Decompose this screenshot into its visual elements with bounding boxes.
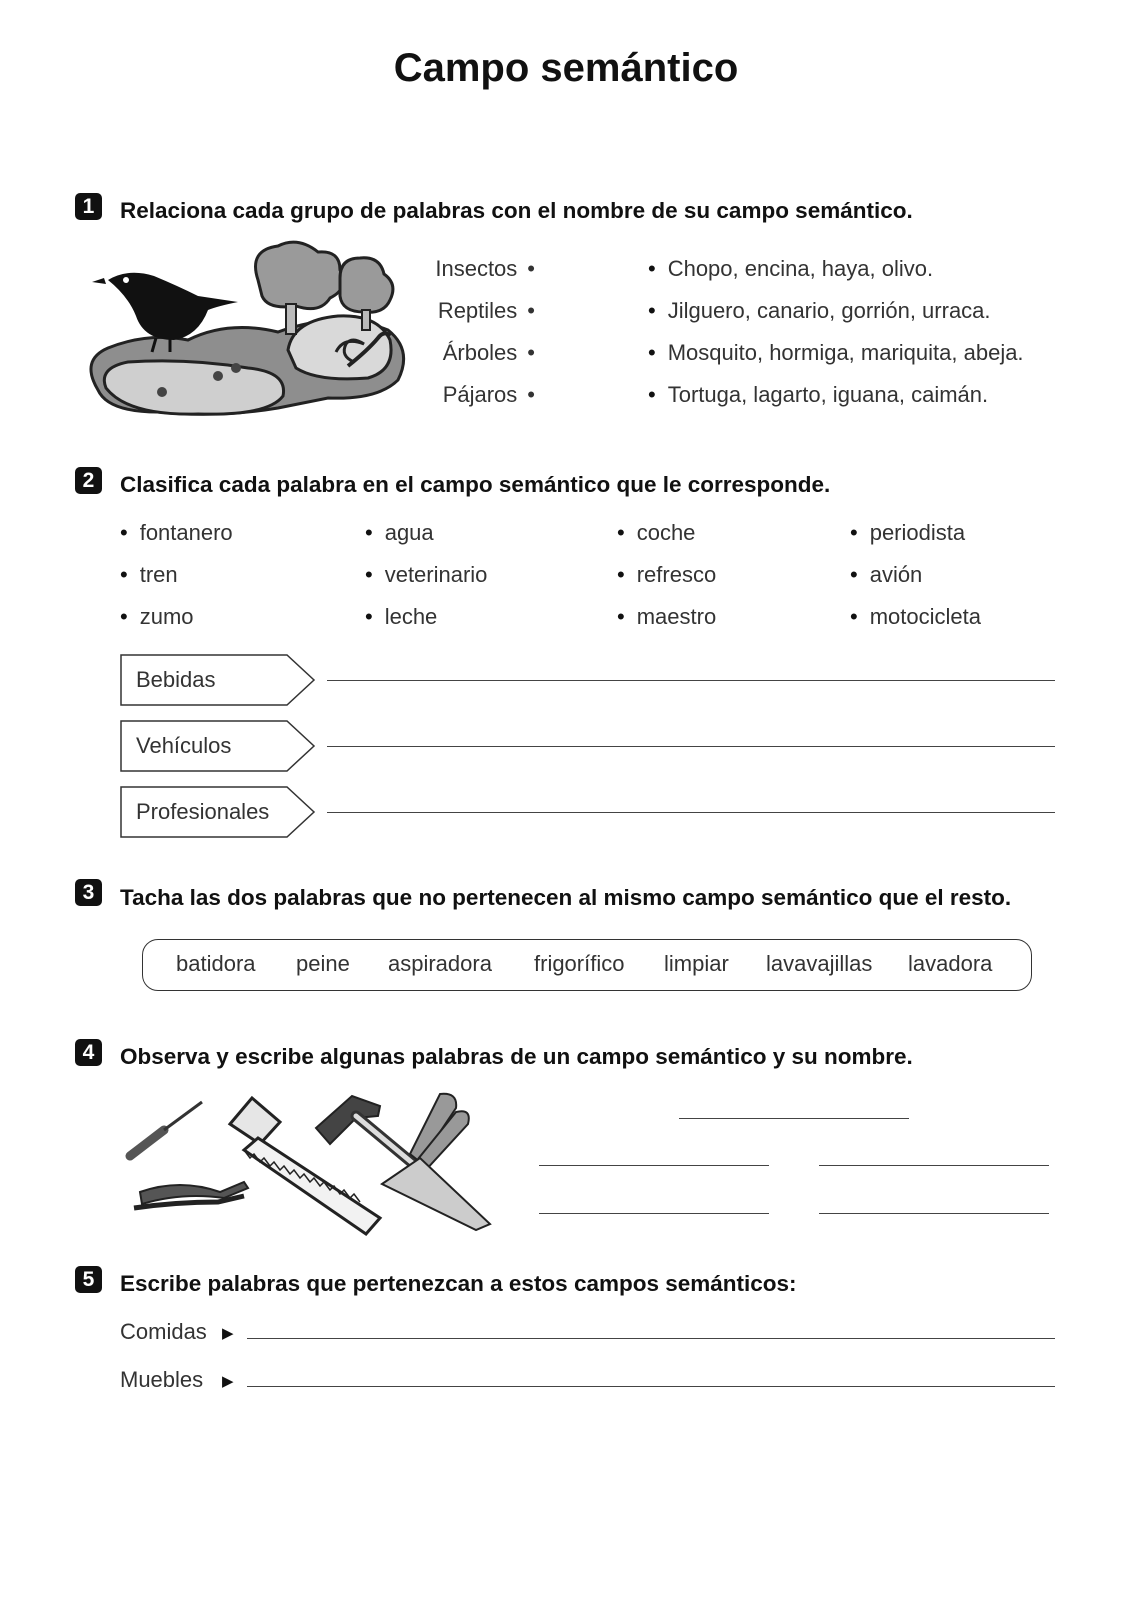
word-item: • tren <box>120 562 178 588</box>
word-item: • leche <box>365 604 437 630</box>
exercise-1-number: 1 <box>75 193 102 220</box>
field-label-comidas: Comidas <box>120 1319 207 1344</box>
exercise-5-number: 5 <box>75 1266 102 1293</box>
category-tag-profesionales: Profesionales <box>120 786 316 838</box>
answer-line-muebles[interactable] <box>247 1386 1055 1387</box>
category-label: Reptiles • <box>437 298 535 323</box>
word-option[interactable]: batidora <box>176 951 256 976</box>
word-item: • motocicleta <box>850 604 981 630</box>
word-item: • fontanero <box>120 520 233 546</box>
word-item: • refresco <box>617 562 716 588</box>
arrow-right-icon: ▶ <box>222 1325 234 1342</box>
exercise-1-instruction: Relaciona cada grupo de palabras con el nombre de su campo semántico. <box>120 198 913 223</box>
exercise-3-instruction: Tacha las dos palabras que no pertenecen al mismo campo semántico que el resto. <box>120 885 1012 910</box>
word-item: • coche <box>617 520 695 546</box>
category-tag-bebidas: Bebidas <box>120 654 316 706</box>
answer-line-profesionales[interactable] <box>327 812 1055 813</box>
word-option[interactable]: aspiradora <box>388 951 492 976</box>
word-group: • Mosquito, hormiga, mariquita, abeja. <box>648 340 1024 366</box>
category-label: Árboles • <box>442 340 535 365</box>
page-title: Campo semántico <box>393 46 739 90</box>
category-tag-vehiculos: Vehículos <box>120 720 316 772</box>
word-item: • periodista <box>850 520 965 546</box>
category-label: Insectos • <box>435 256 535 281</box>
word-item: • avión <box>850 562 922 588</box>
answer-line-word[interactable] <box>819 1213 1049 1214</box>
answer-line-field-name[interactable] <box>679 1118 909 1119</box>
tools-illustration <box>120 1088 505 1238</box>
answer-line-bebidas[interactable] <box>327 680 1055 681</box>
word-group: • Jilguero, canario, gorrión, urraca. <box>648 298 991 324</box>
field-label-muebles: Muebles <box>120 1367 204 1392</box>
word-group: • Tortuga, lagarto, iguana, caimán. <box>648 382 988 408</box>
word-item: • agua <box>365 520 434 546</box>
word-option[interactable]: lavavajillas <box>766 951 873 976</box>
category-label: Pájaros • <box>442 382 535 407</box>
word-option[interactable]: peine <box>296 951 350 976</box>
answer-line-word[interactable] <box>539 1165 769 1166</box>
word-option[interactable]: lavadora <box>908 951 993 976</box>
answer-line-comidas[interactable] <box>247 1338 1055 1339</box>
word-option[interactable]: limpiar <box>664 951 729 976</box>
exercise-4-number: 4 <box>75 1039 102 1066</box>
word-item: • veterinario <box>365 562 487 588</box>
exercise-4-instruction: Observa y escribe algunas palabras de un campo semántico y su nombre. <box>120 1044 913 1069</box>
exercise-2-instruction: Clasifica cada palabra en el campo semántico que le corresponde. <box>120 472 831 497</box>
exercise-3-number: 3 <box>75 879 102 906</box>
answer-line-word[interactable] <box>539 1213 769 1214</box>
word-option[interactable]: frigorífico <box>534 951 625 976</box>
answer-line-word[interactable] <box>819 1165 1049 1166</box>
exercise-2-number: 2 <box>75 467 102 494</box>
word-group: • Chopo, encina, haya, olivo. <box>648 256 933 282</box>
exercise-5-instruction: Escribe palabras que pertenezcan a estos campos semánticos: <box>120 1271 797 1296</box>
word-item: • zumo <box>120 604 194 630</box>
nature-illustration <box>78 240 418 422</box>
answer-line-vehiculos[interactable] <box>327 746 1055 747</box>
word-item: • maestro <box>617 604 716 630</box>
arrow-right-icon: ▶ <box>222 1373 234 1390</box>
